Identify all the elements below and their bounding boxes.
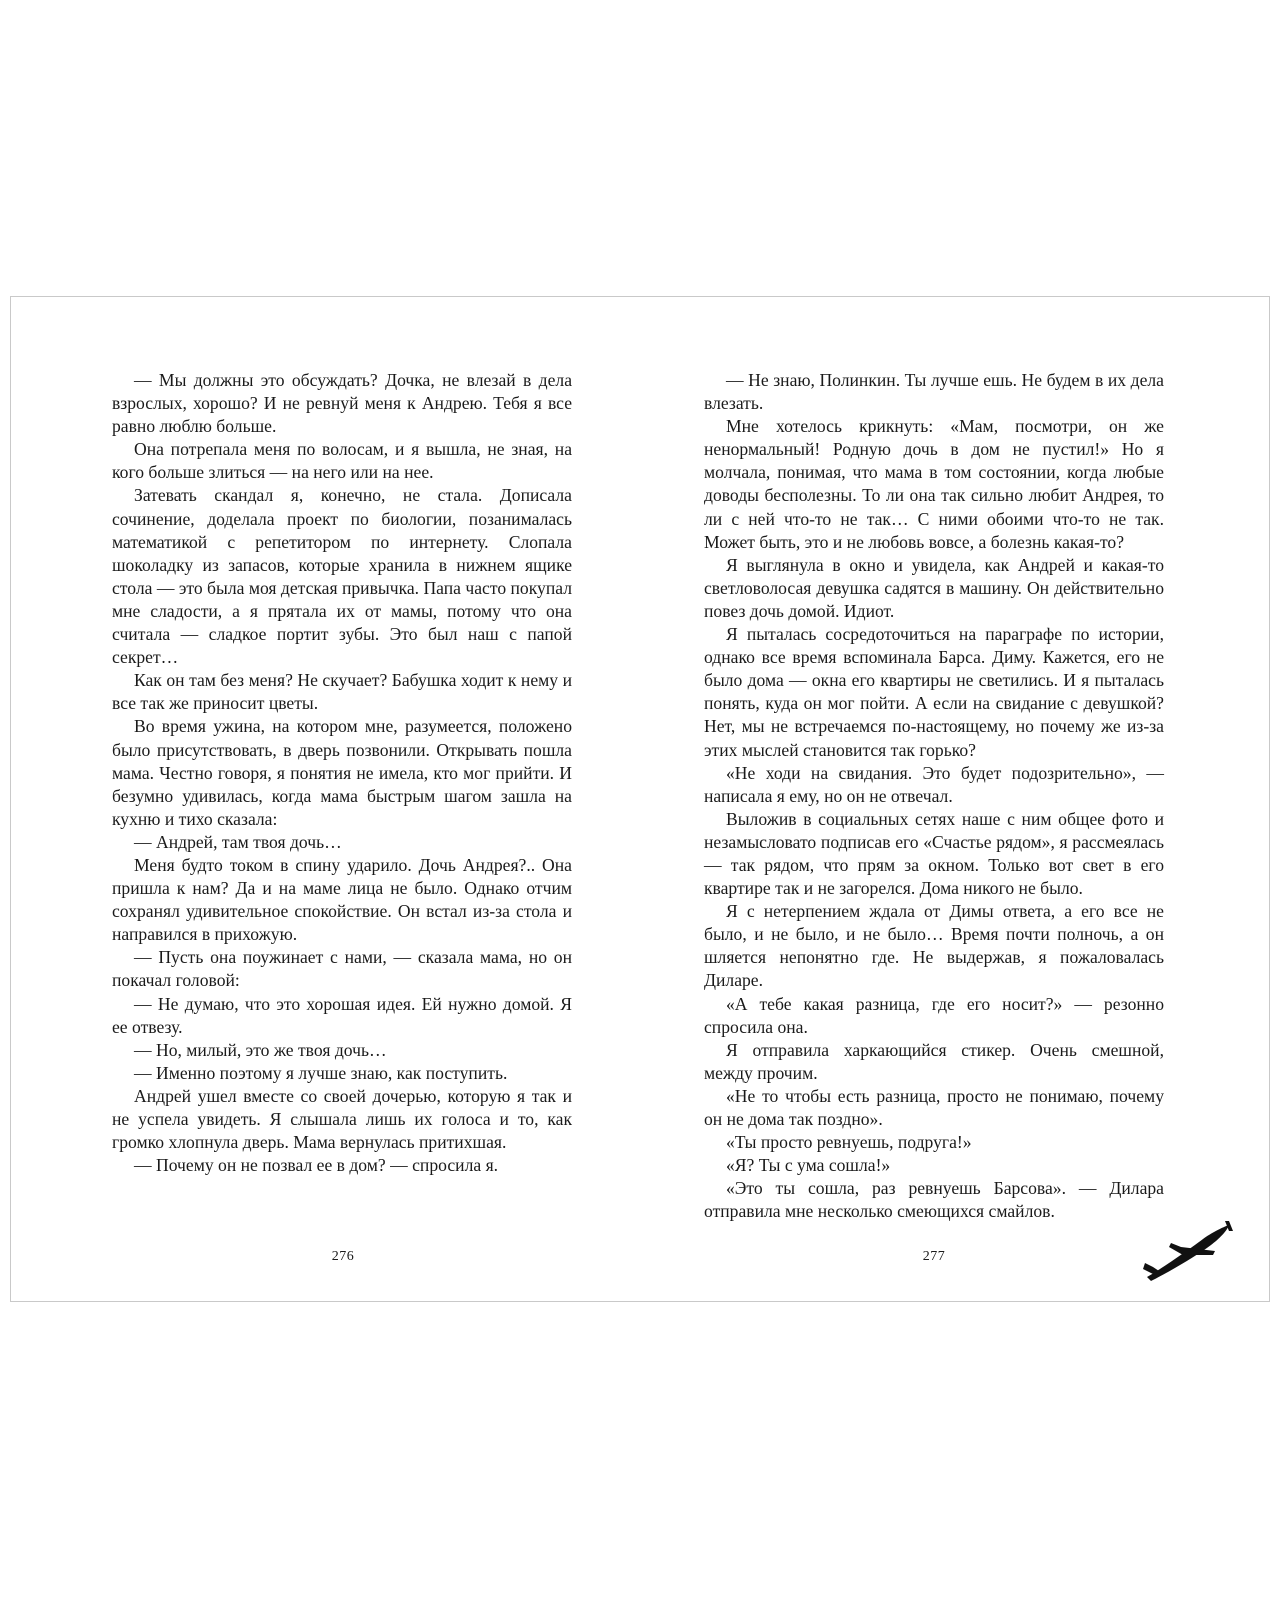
paragraph: Выложив в социальных сетях наше с ним общее фото и незамысловато подписав его «Счастье рядом», я рассмеялась — так рядом, что прям за окном. Только вот свет в его квартире так и не загорелся. Дома никого не было. xyxy=(704,808,1164,899)
page-number-left: 276 xyxy=(331,1249,355,1264)
book-spread xyxy=(10,296,1270,1302)
right-page-text xyxy=(704,369,1164,1223)
paragraph: — Именно поэтому я лучше знаю, как поступить. xyxy=(134,1062,508,1083)
paragraph: — Андрей, там твоя дочь… xyxy=(134,831,342,852)
paragraph: Как он там без меня? Не скучает? Бабушка ходит к нему и все так же приносит цветы. xyxy=(112,670,572,714)
paragraph: «Ты просто ревнуешь, подруга!» xyxy=(726,1132,972,1153)
paragraph: — Не думаю, что это хорошая идея. Ей нужно домой. Я ее отвезу. xyxy=(112,993,572,1037)
paragraph: Я выглянула в окно и увидела, как Андрей и какая-то светловолосая девушка садятся в машину. Он действительно повез дочь домой. Идиот. xyxy=(704,554,1164,621)
paragraph: «Я? Ты с ума сошла!» xyxy=(726,1155,891,1176)
page-number-right: 277 xyxy=(922,1249,946,1264)
paragraph: — Пусть она поужинает с нами, — сказала мама, но он покачал головой: xyxy=(112,947,572,991)
airplane-icon xyxy=(1141,1221,1233,1285)
paragraph: Затевать скандал я, конечно, не стала. Дописала сочинение, доделала проект по биологии, позанималась математикой с репетитором по интернету. Слопала шоколадку из запасов, которые хранила в нижнем ящике стола — это была моя детская привычка. Папа часто покупал мне сладости, а я прятала их от мамы, потому что она считала — сладкое портит зубы. Это был наш с папой секрет… xyxy=(112,485,572,668)
paragraph: «А тебе какая разница, где его носит?» — резонно спросила она. xyxy=(704,993,1164,1037)
paragraph: «Это ты сошла, раз ревнуешь Барсова». — Дилара отправила мне несколько смеющихся смайлов. xyxy=(704,1178,1164,1222)
paragraph: Я пыталась сосредоточиться на параграфе по истории, однако все время вспоминала Барса. Диму. Кажется, его не было дома — окна его квартиры не светились. И я пыталась понять, куда он мог пойти. А если на свидание с девушкой? Нет, мы не встречаемся по-настоящему, но почему же из-за этих мыслей становится так горько? xyxy=(704,624,1164,760)
left-page-text xyxy=(112,369,572,1177)
paragraph: Андрей ушел вместе со своей дочерью, которую я так и не успела увидеть. Я слышала лишь их голоса и то, как громко хлопнула дверь. Мама вернулась притихшая. xyxy=(112,1085,572,1153)
paragraph: «Не ходи на свидания. Это будет подозрительно», — написала я ему, но он не отвечал. xyxy=(704,762,1164,806)
paragraph: «Не то чтобы есть разница, просто не понимаю, почему он не дома так поздно». xyxy=(704,1085,1164,1129)
paragraph: — Почему он не позвал ее в дом? — спросила я. xyxy=(134,1155,499,1176)
paragraph: — Не знаю, Полинкин. Ты лучше ешь. Не будем в их дела влезать. xyxy=(704,370,1164,414)
paragraph: Во время ужина, на котором мне, разумеется, положено было присутствовать, в дверь позвонили. Открывать пошла мама. Честно говоря, я понятия не имела, кто мог прийти. И безумно удивилась, когда мама быстрым шагом зашла на кухню и тихо сказала: xyxy=(112,716,572,829)
paragraph: Я с нетерпением ждала от Димы ответа, а его все не было, и не было, и не было… Время почти полночь, а он шляется непонятно где. Не выдержав, я пожаловалась Диларе. xyxy=(704,901,1164,991)
paragraph: — Но, милый, это же твоя дочь… xyxy=(134,1039,387,1060)
paragraph: Я отправила харкающийся стикер. Очень смешной, между прочим. xyxy=(704,1039,1164,1083)
paragraph: Она потрепала меня по волосам, и я вышла, не зная, на кого больше злиться — на него или на нее. xyxy=(112,439,572,483)
paragraph: Меня будто током в спину ударило. Дочь Андрея?.. Она пришла к нам? Да и на маме лица не было. Однако отчим сохранял удивительное спокойствие. Он встал из-за стола и направился в прихожую. xyxy=(112,854,572,945)
paragraph: Мне хотелось крикнуть: «Мам, посмотри, он же ненормальный! Родную дочь в дом не пустил!» Но я молчала, понимая, что мама в том состоянии, когда любые доводы бесполезны. То ли она так сильно любит Андрея, то ли с ней что-то не так… С ними обоими что-то не так. Может быть, это и не любовь вовсе, а болезнь какая-то? xyxy=(704,416,1164,552)
paragraph: — Мы должны это обсуждать? Дочка, не влезай в дела взрослых, хорошо? И не ревнуй меня к Андрею. Тебя я все равно люблю больше. xyxy=(112,370,572,437)
